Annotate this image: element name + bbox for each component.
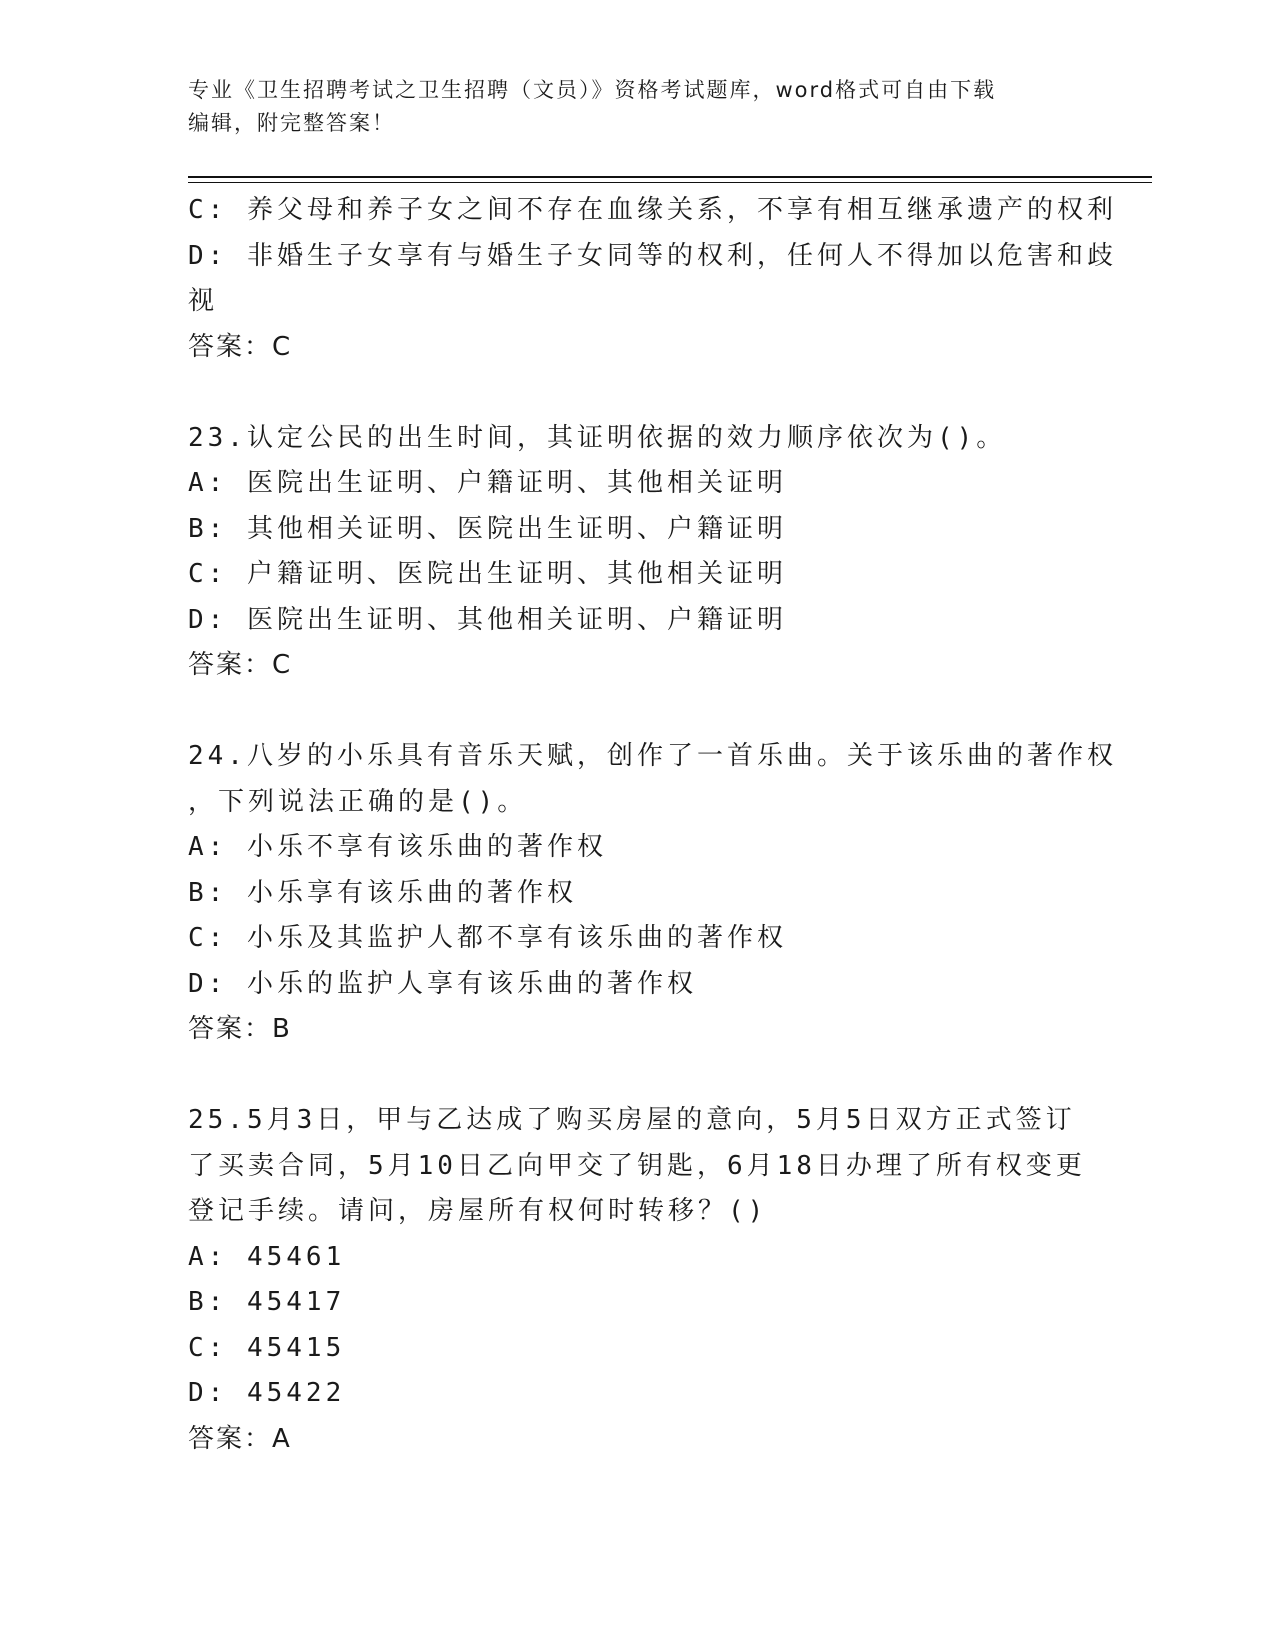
question-stem: 24.八岁的小乐具有音乐天赋，创作了一首乐曲。关于该乐曲的著作权 [188,741,1117,771]
answer: 答案：A [188,1423,292,1454]
answer: 答案：B [188,1014,292,1044]
question-22-tail [188,188,1117,370]
option-d: D: 小乐的监护人享有该乐曲的著作权 [188,968,697,999]
question-25 [188,1098,1088,1462]
spacer [188,689,1088,735]
header-line: 专业《卫生招聘考试之卫生招聘（文员）》资格考试题库，word格式可自由下载 [188,78,997,102]
option-a: A: 小乐不享有该乐曲的著作权 [188,832,607,862]
question-list [188,188,1117,1462]
option-a: A: 45461 [188,1241,346,1272]
spacer [188,370,1088,416]
question-stem-continued: 了买卖合同，5月10日乙向甲交了钥匙，6月18日办理了所有权变更 [188,1150,1086,1181]
question-stem-continued: 登记手续。请问，房屋所有权何时转移？() [188,1196,768,1226]
option-b: B: 小乐享有该乐曲的著作权 [188,877,577,908]
question-23 [188,416,1088,689]
option-d: D: 医院出生证明、其他相关证明、户籍证明 [188,604,787,635]
question-stem: 25.5月3日，甲与乙达成了购买房屋的意向，5月5日双方正式签订 [188,1105,1076,1135]
page-header [188,74,1068,140]
question-stem-continued: ，下列说法正确的是()。 [188,786,528,817]
option-c: C: 45415 [188,1332,346,1363]
option-b: B: 45417 [188,1287,346,1317]
answer: 答案：C [188,650,293,680]
option-c: C: 养父母和养子女之间不存在血缘关系，不享有相互继承遗产的权利 [188,195,1117,225]
option-d: D: 非婚生子女享有与婚生子女同等的权利，任何人不得加以危害和歧 [188,240,1117,271]
option-d-continued: 视 [188,286,219,316]
header-divider-thin [188,182,1152,183]
header-divider [188,176,1152,178]
question-stem: 23.认定公民的出生时间，其证明依据的效力顺序依次为()。 [188,422,1007,453]
option-d: D: 45422 [188,1378,346,1408]
answer: 答案：C [188,331,293,362]
question-24 [188,734,1117,1053]
option-a: A: 医院出生证明、户籍证明、其他相关证明 [188,468,787,498]
option-b: B: 其他相关证明、医院出生证明、户籍证明 [188,513,787,544]
header-line: 编辑，附完整答案！ [188,111,395,135]
option-c: C: 小乐及其监护人都不享有该乐曲的著作权 [188,923,787,953]
spacer [188,1053,1088,1099]
option-c: C: 户籍证明、医院出生证明、其他相关证明 [188,559,787,589]
